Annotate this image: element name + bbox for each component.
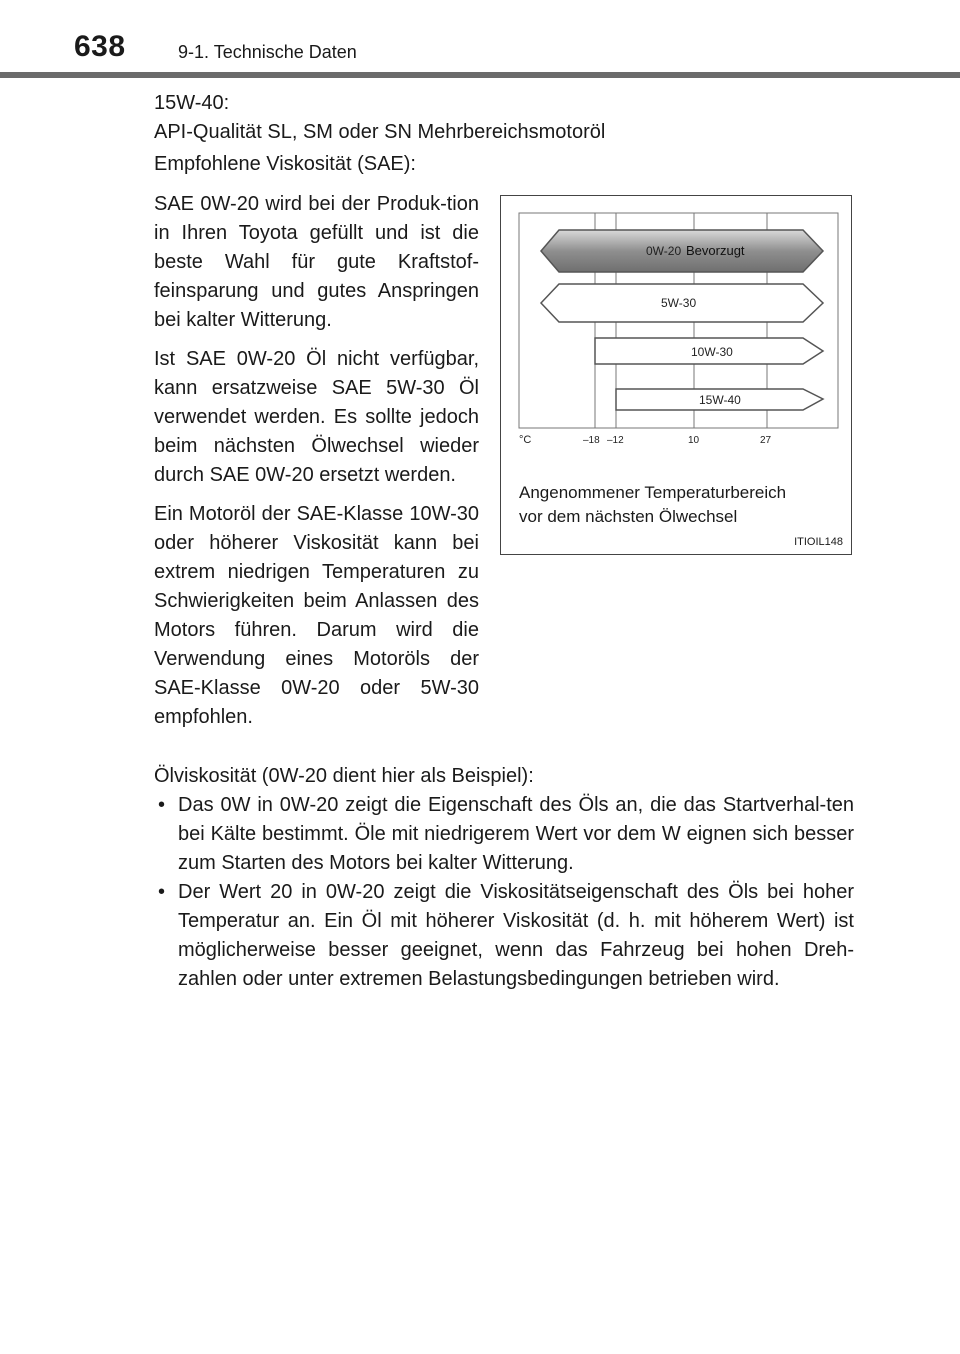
- viscosity-heading: Ölviskosität (0W-20 dient hier als Beispiel):: [154, 765, 534, 787]
- caption-line-2: vor dem nächsten Ölwechsel: [519, 507, 738, 526]
- paragraph-factory-fill: SAE 0W-20 wird bei der Produk-tion in Ihren Toyota gefüllt und ist die beste Wahl für gute Kraftstof-feinsparung und gutes Anspringen bei kalter Witterung.: [154, 193, 479, 331]
- paragraph-substitute: Ist SAE 0W-20 Öl nicht verfügbar, kann ersatzweise SAE 5W-30 Öl verwendet werden. Es sollte jedoch beim nächsten Ölwechsel wieder durch SAE 0W-20 ersetzt werden.: [154, 348, 479, 486]
- bar-label-10w30: 10W-30: [691, 345, 733, 359]
- page-number: 638: [74, 30, 126, 63]
- tick-10: 10: [688, 435, 700, 446]
- bar-label-0w20: 0W-20: [646, 244, 682, 258]
- axis-unit: °C: [519, 434, 532, 446]
- bullet-icon: •: [158, 794, 166, 816]
- bar-label-15w40: 15W-40: [699, 393, 741, 407]
- figure-id: ITIOIL148: [794, 536, 843, 548]
- bullet-icon: •: [158, 881, 166, 903]
- bar-label-5w30: 5W-30: [661, 296, 697, 310]
- tick-27: 27: [760, 435, 772, 446]
- list-item: [154, 791, 854, 878]
- viscosity-figure: [500, 195, 852, 555]
- tick-minus18: –18: [583, 435, 600, 446]
- tick-minus12: –12: [607, 435, 624, 446]
- list-item: [154, 878, 854, 994]
- header-rule: [0, 72, 960, 78]
- section-title: 9-1. Technische Daten: [178, 42, 357, 62]
- paragraph-higher-viscosity: Ein Motoröl der SAE-Klasse 10W-30 oder höherer Viskosität kann bei extrem niedrigen Temperaturen zu Schwierigkeiten beim Anlassen des Motors führen. Darum wird die Verwendung eines Motoröls der SAE-Klasse 0W-20 oder 5W-30 empfohlen.: [154, 503, 479, 728]
- bullet-text-cold-start: Das 0W in 0W-20 zeigt die Eigenschaft des Öls an, die das Startverhal-ten bei Kälte bestimmt. Öle mit niedrigerem Wert vor dem W eignen sich besser zum Starten des Motors bei kalter Witterung.: [178, 794, 854, 874]
- bar-0w20: [541, 230, 823, 272]
- api-quality: API-Qualität SL, SM oder SN Mehrbereichsmotoröl: [154, 121, 606, 143]
- page-header: [0, 0, 960, 80]
- bullet-text-high-temp: Der Wert 20 in 0W-20 zeigt die Viskositätseigenschaft des Öls bei hoher Temperatur an. Ein Öl mit höherer Viskosität (d. h. mit höherem Wert) ist möglicherweise besser geeignet, wenn das Fahrzeug bei hohen Dreh-zahlen oder unter extremen Belastungsbedingungen betrieben wird.: [178, 881, 854, 990]
- bar-label-preferred: Bevorzugt: [686, 243, 745, 258]
- oil-grade: 15W-40:: [154, 92, 230, 114]
- figure-caption: [519, 481, 786, 529]
- viscosity-chart: [501, 196, 851, 466]
- recommended-viscosity: Empfohlene Viskosität (SAE):: [154, 153, 416, 175]
- left-column: [154, 190, 479, 742]
- caption-line-1: Angenommener Temperaturbereich: [519, 483, 787, 502]
- bullet-list: [154, 791, 854, 994]
